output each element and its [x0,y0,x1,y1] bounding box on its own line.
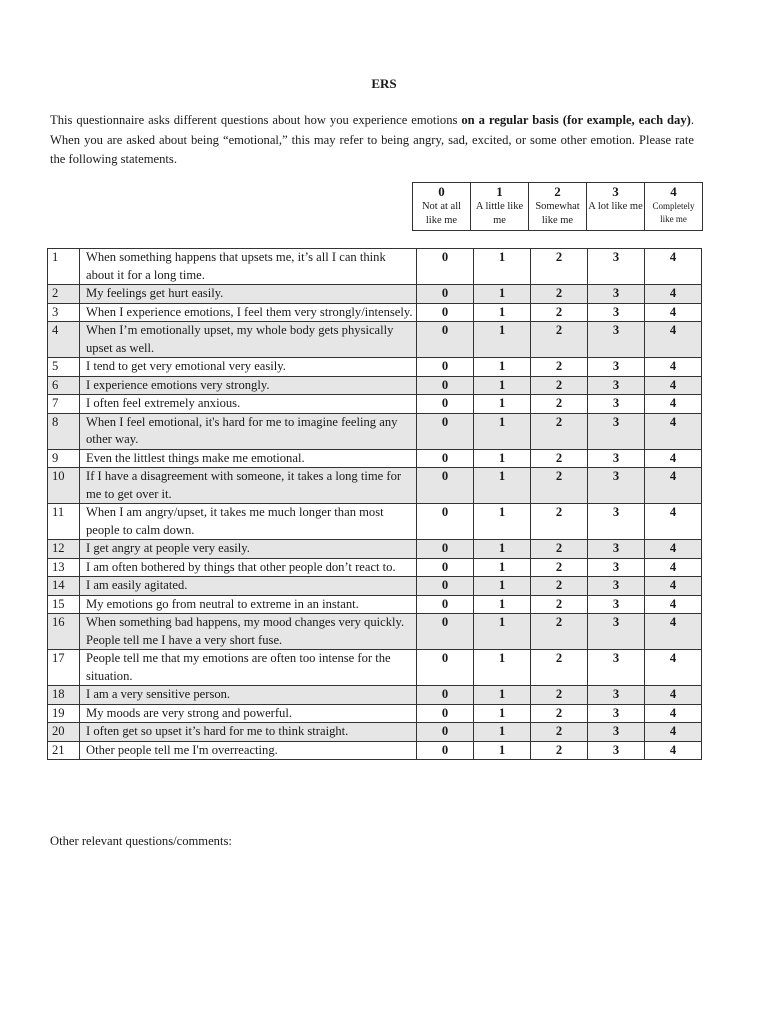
questionnaire-table [47,248,702,760]
item-number: 14 [48,577,80,596]
rating-option-3[interactable]: 3 [588,741,645,760]
item-statement: If I have a disagreement with someone, it takes a long time for me to get over it. [80,468,417,504]
rating-option-4[interactable]: 4 [645,504,702,540]
item-statement: I am easily agitated. [80,577,417,596]
rating-option-4[interactable]: 4 [645,595,702,614]
table-row [48,395,702,414]
item-statement: Other people tell me I'm overreacting. [80,741,417,760]
rating-option-3[interactable]: 3 [588,577,645,596]
rating-option-0[interactable]: 0 [417,413,474,449]
rating-option-0[interactable]: 0 [417,303,474,322]
rating-option-4[interactable]: 4 [645,376,702,395]
item-number: 12 [48,540,80,559]
item-number: 1 [48,249,80,285]
rating-option-2[interactable]: 2 [531,723,588,742]
rating-option-3[interactable]: 3 [588,285,645,304]
scale-3 [587,183,645,231]
scale-4 [645,183,703,231]
rating-option-1[interactable]: 1 [474,650,531,686]
item-number: 19 [48,704,80,723]
item-number: 9 [48,449,80,468]
rating-option-1[interactable]: 1 [474,413,531,449]
rating-option-1[interactable]: 1 [474,614,531,650]
table-row [48,558,702,577]
rating-option-3[interactable]: 3 [588,723,645,742]
rating-option-1[interactable]: 1 [474,723,531,742]
item-statement: When I am angry/upset, it takes me much longer than most people to calm down. [80,504,417,540]
table-row [48,686,702,705]
table-row [48,723,702,742]
rating-option-0[interactable]: 0 [417,614,474,650]
item-statement: I often feel extremely anxious. [80,395,417,414]
item-number: 7 [48,395,80,414]
table-row [48,413,702,449]
item-number: 18 [48,686,80,705]
rating-option-1[interactable]: 1 [474,704,531,723]
rating-option-3[interactable]: 3 [588,376,645,395]
rating-option-4[interactable]: 4 [645,558,702,577]
rating-option-4[interactable]: 4 [645,285,702,304]
rating-option-4[interactable]: 4 [645,614,702,650]
item-statement: Even the littlest things make me emotional. [80,449,417,468]
rating-option-4[interactable]: 4 [645,468,702,504]
rating-option-0[interactable]: 0 [417,468,474,504]
rating-option-3[interactable]: 3 [588,413,645,449]
rating-option-1[interactable]: 1 [474,577,531,596]
rating-option-0[interactable]: 0 [417,704,474,723]
rating-option-1[interactable]: 1 [474,595,531,614]
rating-option-0[interactable]: 0 [417,558,474,577]
rating-option-2[interactable]: 2 [531,595,588,614]
rating-option-3[interactable]: 3 [588,395,645,414]
item-statement: When something happens that upsets me, it’s all I can think about it for a long time. [80,249,417,285]
rating-option-1[interactable]: 1 [474,303,531,322]
rating-option-0[interactable]: 0 [417,322,474,358]
rating-option-1[interactable]: 1 [474,322,531,358]
rating-option-1[interactable]: 1 [474,504,531,540]
table-row [48,504,702,540]
rating-option-2[interactable]: 2 [531,358,588,377]
rating-option-4[interactable]: 4 [645,540,702,559]
rating-option-3[interactable]: 3 [588,504,645,540]
rating-option-2[interactable]: 2 [531,741,588,760]
table-row [48,577,702,596]
rating-option-2[interactable]: 2 [531,249,588,285]
table-row [48,358,702,377]
item-statement: My emotions go from neutral to extreme in an instant. [80,595,417,614]
rating-option-4[interactable]: 4 [645,395,702,414]
rating-option-2[interactable]: 2 [531,468,588,504]
item-statement: I am a very sensitive person. [80,686,417,705]
table-row [48,595,702,614]
rating-option-2[interactable]: 2 [531,558,588,577]
item-number: 13 [48,558,80,577]
questionnaire-rows [48,249,702,760]
item-statement: I often get so upset it’s hard for me to think straight. [80,723,417,742]
document-title: ERS [371,76,397,91]
rating-option-3[interactable]: 3 [588,468,645,504]
table-row [48,249,702,285]
rating-option-1[interactable]: 1 [474,358,531,377]
rating-option-0[interactable]: 0 [417,540,474,559]
table-row [48,303,702,322]
item-statement: My feelings get hurt easily. [80,285,417,304]
rating-option-3[interactable]: 3 [588,704,645,723]
rating-option-0[interactable]: 0 [417,358,474,377]
rating-option-0[interactable]: 0 [417,650,474,686]
scale-1-value: 1 [496,184,503,199]
rating-option-3[interactable]: 3 [588,322,645,358]
rating-option-0[interactable]: 0 [417,504,474,540]
item-number: 2 [48,285,80,304]
rating-option-4[interactable]: 4 [645,704,702,723]
rating-option-2[interactable]: 2 [531,413,588,449]
item-number: 3 [48,303,80,322]
rating-option-4[interactable]: 4 [645,686,702,705]
item-statement: People tell me that my emotions are often too intense for the situation. [80,650,417,686]
scale-0-value: 0 [438,184,445,199]
rating-option-2[interactable]: 2 [531,285,588,304]
rating-option-0[interactable]: 0 [417,595,474,614]
item-statement: When I’m emotionally upset, my whole body gets physically upset as well. [80,322,417,358]
item-number: 20 [48,723,80,742]
rating-option-2[interactable]: 2 [531,449,588,468]
rating-option-0[interactable]: 0 [417,686,474,705]
rating-option-2[interactable]: 2 [531,303,588,322]
rating-option-4[interactable]: 4 [645,322,702,358]
scale-2-value: 2 [554,184,561,199]
item-number: 17 [48,650,80,686]
item-number: 16 [48,614,80,650]
rating-option-1[interactable]: 1 [474,558,531,577]
rating-option-3[interactable]: 3 [588,540,645,559]
rating-option-0[interactable]: 0 [417,285,474,304]
rating-option-3[interactable]: 3 [588,595,645,614]
item-number: 6 [48,376,80,395]
item-number: 4 [48,322,80,358]
rating-option-1[interactable]: 1 [474,376,531,395]
rating-option-2[interactable]: 2 [531,650,588,686]
item-statement: I am often bothered by things that other people don’t react to. [80,558,417,577]
rating-option-3[interactable]: 3 [588,558,645,577]
scale-2-label: Somewhat like me [535,201,580,226]
rating-option-0[interactable]: 0 [417,741,474,760]
scale-0-label: Not at all like me [421,201,462,226]
intro-emphasis: on a regular basis (for example, each day) [461,113,691,127]
rating-option-1[interactable]: 1 [474,468,531,504]
table-row [48,650,702,686]
item-statement: When I experience emotions, I feel them very strongly/intensely. [80,303,417,322]
item-number: 21 [48,741,80,760]
rating-option-0[interactable]: 0 [417,249,474,285]
table-row [48,468,702,504]
scale-2 [529,183,587,231]
rating-option-2[interactable]: 2 [531,614,588,650]
item-statement: I get angry at people very easily. [80,540,417,559]
rating-option-0[interactable]: 0 [417,723,474,742]
rating-scale-header [412,182,703,231]
item-number: 11 [48,504,80,540]
rating-option-2[interactable]: 2 [531,686,588,705]
item-number: 8 [48,413,80,449]
scale-1-label: A little like me [475,201,524,226]
item-number: 5 [48,358,80,377]
item-statement: My moods are very strong and powerful. [80,704,417,723]
rating-option-2[interactable]: 2 [531,704,588,723]
rating-option-4[interactable]: 4 [645,358,702,377]
rating-option-4[interactable]: 4 [645,413,702,449]
rating-option-4[interactable]: 4 [645,650,702,686]
intro-text-start: This questionnaire asks different questions about how you experience emotions [50,113,462,127]
rating-option-4[interactable]: 4 [645,303,702,322]
rating-option-0[interactable]: 0 [417,449,474,468]
rating-option-0[interactable]: 0 [417,395,474,414]
rating-option-0[interactable]: 0 [417,376,474,395]
rating-option-4[interactable]: 4 [645,249,702,285]
rating-option-1[interactable]: 1 [474,686,531,705]
rating-option-4[interactable]: 4 [645,577,702,596]
scale-3-value: 3 [612,184,619,199]
rating-option-3[interactable]: 3 [588,614,645,650]
item-statement: I tend to get very emotional very easily. [80,358,417,377]
item-number: 10 [48,468,80,504]
table-row [48,614,702,650]
rating-option-3[interactable]: 3 [588,650,645,686]
rating-option-0[interactable]: 0 [417,577,474,596]
rating-option-2[interactable]: 2 [531,504,588,540]
rating-option-2[interactable]: 2 [531,540,588,559]
table-row [48,449,702,468]
table-row [48,540,702,559]
rating-option-3[interactable]: 3 [588,686,645,705]
rating-option-2[interactable]: 2 [531,577,588,596]
table-row [48,704,702,723]
item-statement: I experience emotions very strongly. [80,376,417,395]
intro-paragraph [50,111,694,170]
rating-option-3[interactable]: 3 [588,249,645,285]
table-row [48,741,702,760]
rating-option-2[interactable]: 2 [531,376,588,395]
table-row [48,285,702,304]
rating-option-2[interactable]: 2 [531,322,588,358]
rating-option-1[interactable]: 1 [474,741,531,760]
rating-option-3[interactable]: 3 [588,358,645,377]
rating-option-1[interactable]: 1 [474,249,531,285]
item-number: 15 [48,595,80,614]
scale-1 [471,183,529,231]
rating-option-1[interactable]: 1 [474,540,531,559]
rating-option-2[interactable]: 2 [531,395,588,414]
scale-3-label: A lot like me [588,201,643,212]
scale-4-value: 4 [670,184,677,199]
rating-option-4[interactable]: 4 [645,723,702,742]
intro-text-end: . When you are asked about being “emotional,” this may refer to being angry, sad, excited, or some other emotion. Please rate the following statements. [50,113,695,166]
rating-option-1[interactable]: 1 [474,449,531,468]
rating-option-1[interactable]: 1 [474,395,531,414]
scale-0 [413,183,471,231]
rating-option-3[interactable]: 3 [588,303,645,322]
scale-4-label: Completely like me [652,201,695,224]
comments-label: Other relevant questions/comments: [50,834,232,848]
rating-option-4[interactable]: 4 [645,449,702,468]
table-row [48,376,702,395]
table-row [48,322,702,358]
rating-option-3[interactable]: 3 [588,449,645,468]
rating-option-1[interactable]: 1 [474,285,531,304]
item-statement: When something bad happens, my mood changes very quickly. People tell me I have a very short fuse. [80,614,417,650]
rating-option-4[interactable]: 4 [645,741,702,760]
item-statement: When I feel emotional, it's hard for me to imagine feeling any other way. [80,413,417,449]
